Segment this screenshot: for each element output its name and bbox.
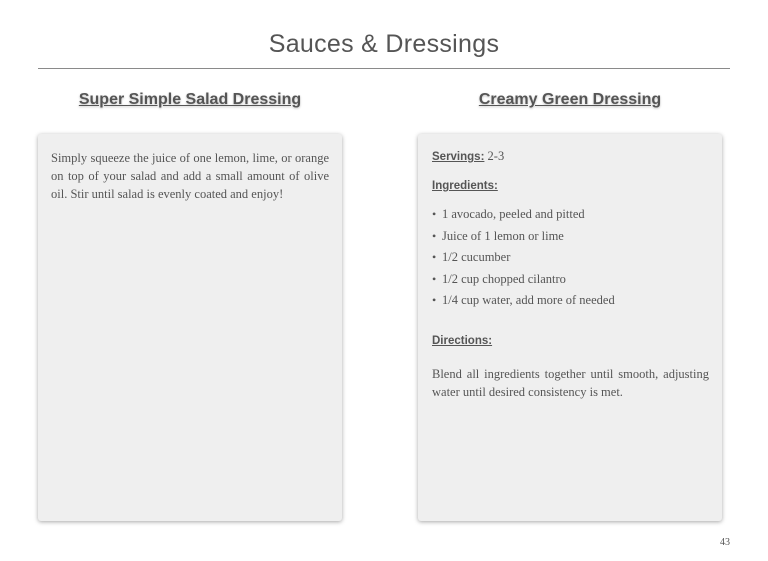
left-recipe-text: Simply squeeze the juice of one lemon, lime, or orange on top of your salad and add a small amount of olive oil. Stir until salad is evenly coated and enjoy! [51,151,329,201]
ingredients-label: Ingredients: [432,180,498,192]
bullet-icon: • [432,228,437,243]
title-divider [38,68,730,69]
ingredient-item [432,247,709,269]
directions-text: Blend all ingredients together until smooth, adjusting water until desired consistency is met. [432,366,709,399]
servings-value: 2-3 [487,149,505,163]
ingredient-text: 1/2 cucumber [442,250,511,265]
page-title: Sauces & Dressings [268,30,500,58]
right-recipe-card [418,134,722,521]
bullet-icon: • [432,271,437,286]
ingredient-text: 1/4 cup water, add more of needed [442,293,615,308]
servings-label: Servings: [432,151,485,163]
page-number: 43 [720,537,730,548]
ingredient-item [432,204,709,226]
servings-line [432,148,709,165]
ingredient-item [432,269,709,291]
left-recipe-heading: Super Simple Salad Dressing [78,91,302,108]
ingredient-text: 1 avocado, peeled and pitted [442,207,585,221]
directions-label: Directions: [432,334,493,347]
ingredient-item [432,290,709,312]
ingredient-item [432,226,709,248]
left-recipe-card [38,134,342,521]
right-recipe-heading: Creamy Green Dressing [478,91,662,108]
ingredients-list [432,204,709,312]
ingredient-text: 1/2 cup chopped cilantro [442,271,566,286]
bullet-icon: • [432,250,437,265]
bullet-icon: • [432,207,437,221]
bullet-icon: • [432,293,437,308]
ingredient-text: Juice of 1 lemon or lime [442,228,564,243]
